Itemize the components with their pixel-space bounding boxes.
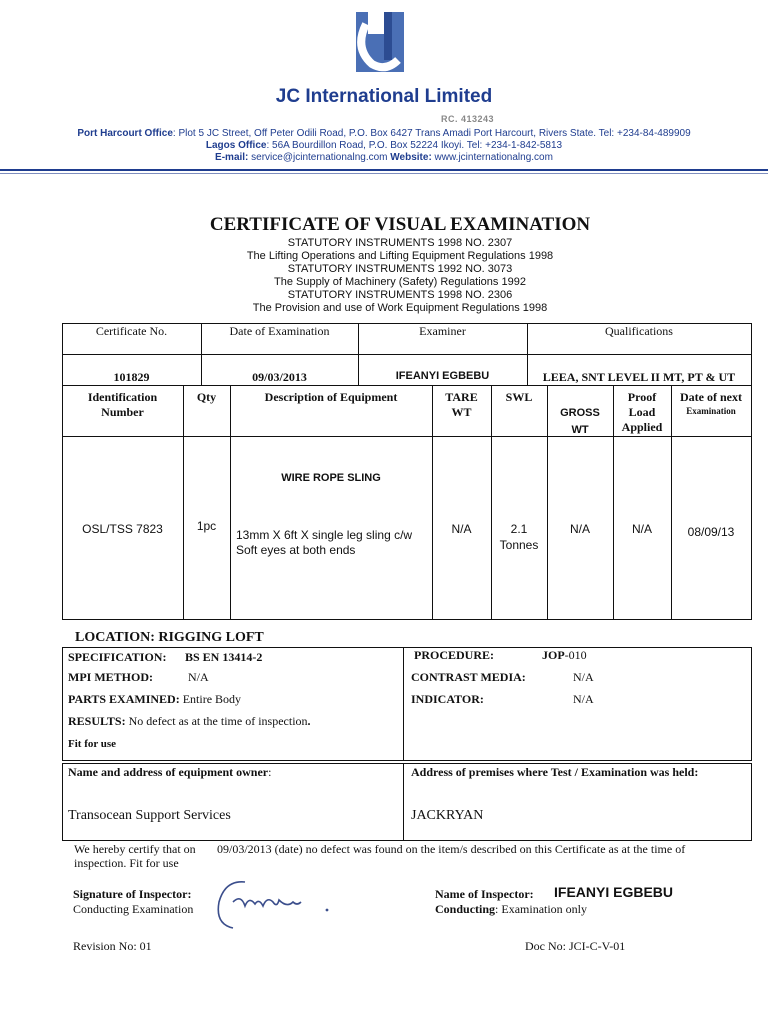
header-identification-number: Identification Number — [87, 390, 158, 419]
statute-line: STATUTORY INSTRUMENTS 1998 NO. 2307 — [287, 237, 513, 249]
certify-text-c: inspection. Fit for use — [74, 856, 179, 870]
inspector-signature — [205, 872, 345, 942]
conducting: Conducting: Examination only — [435, 902, 588, 916]
statute-line: STATUTORY INSTRUMENTS 1992 NO. 3073 — [287, 263, 513, 275]
date-of-next-examination-value: 08/09/13 — [687, 525, 735, 539]
company-rc: RC. 413243 — [441, 114, 495, 124]
company-name: JC International Limited — [275, 86, 493, 107]
specification-label: SPECIFICATION: — [68, 650, 167, 664]
procedure-label: PROCEDURE: — [414, 648, 494, 662]
location: LOCATION: RIGGING LOFT — [75, 630, 264, 645]
port-harcourt-address: Port Harcourt Office: Plot 5 JC Street, Off Peter Odili Road, P.O. Box 6427 Trans Amadi Port Harcourt, Rivers State. Tel: +234-84-489909 — [77, 128, 691, 139]
lagos-address: Lagos Office: 56A Bourdillon Road, P.O. Box 52224 Ikoyi. Tel: +234-1-842-5813 — [205, 140, 563, 151]
header-certificate-no: Certificate No. — [95, 324, 168, 338]
header-date-of-examination: Date of Examination — [229, 324, 330, 338]
revision-number: Revision No: 01 — [73, 939, 152, 953]
header-description: Description of Equipment — [264, 390, 398, 404]
header-gross-wt: GROSS WT — [560, 407, 600, 436]
certify-text-a: We hereby certify that on — [74, 842, 196, 856]
signature-label: Signature of Inspector: — [73, 887, 192, 901]
description-text: 13mm X 6ft X single leg sling c/w Soft eyes at both ends — [236, 528, 413, 557]
description-title: WIRE ROPE SLING — [281, 472, 381, 484]
swl-value: 2.1 Tonnes — [499, 522, 539, 552]
statute-line: The Provision and use of Work Equipment Regulations 1998 — [252, 302, 548, 314]
qualifications-value: LEEA, SNT LEVEL II MT, PT & UT — [542, 370, 736, 384]
contact-line: E-mail: service@jcinternationalng.com Website: www.jcinternationalng.com — [215, 152, 553, 163]
specification-value: BS EN 13414-2 — [185, 650, 263, 664]
indicator-label: INDICATOR: — [411, 692, 484, 706]
mpi-method-value: N/A — [188, 670, 209, 684]
tare-wt-value: N/A — [451, 522, 472, 536]
name-of-inspector-label: Name of Inspector: — [435, 887, 534, 901]
header-date-of-next-examination: Date of next Examination — [680, 390, 742, 416]
header-qty: Qty — [196, 390, 217, 404]
certificate-no-value: 101829 — [113, 370, 150, 384]
company-logo — [346, 10, 414, 80]
identification-number-value: OSL/TSS 7823 — [82, 522, 163, 536]
owner-value: Transocean Support Services — [68, 808, 231, 823]
qty-value: 1pc — [196, 519, 217, 533]
contrast-media-label: CONTRAST MEDIA: — [411, 670, 526, 684]
owner-label: Name and address of equipment owner: — [68, 765, 272, 779]
proof-load-value: N/A — [631, 522, 652, 536]
gross-wt-value: N/A — [569, 522, 590, 536]
header-proof-load-applied: Proof Load Applied — [621, 390, 663, 434]
examiner-value: IFEANYI EGBEBU — [395, 370, 490, 382]
mpi-method-label: MPI METHOD: — [68, 670, 153, 684]
certify-text-b: 09/03/2013 (date) no defect was found on the item/s described on this Certificate as at the time of — [217, 842, 686, 856]
contrast-media-value: N/A — [573, 670, 594, 684]
statute-line: STATUTORY INSTRUMENTS 1998 NO. 2306 — [287, 289, 513, 301]
premises-value: JACKRYAN — [411, 808, 484, 823]
premises-label: Address of premises where Test / Examination was held: — [411, 765, 699, 779]
document-number: Doc No: JCI-C-V-01 — [525, 939, 626, 953]
indicator-value: N/A — [573, 692, 594, 706]
parts-examined: PARTS EXAMINED: Entire Body — [68, 692, 242, 706]
header-rule — [0, 169, 768, 171]
fit-for-use: Fit for use — [68, 738, 117, 750]
header-qualifications: Qualifications — [605, 324, 673, 338]
header-tare-wt: TARE WT — [445, 390, 478, 419]
header-examiner: Examiner — [419, 324, 466, 338]
date-of-examination-value: 09/03/2013 — [252, 370, 307, 384]
procedure-value: JOP-010 — [542, 648, 587, 662]
name-of-inspector-value: IFEANYI EGBEBU — [554, 884, 674, 900]
statute-line: The Supply of Machinery (Safety) Regulations 1992 — [274, 276, 526, 288]
header-rule-thin — [0, 173, 768, 174]
results: RESULTS: No defect as at the time of inspection. — [68, 714, 311, 728]
header-swl: SWL — [505, 390, 533, 404]
statute-line: The Lifting Operations and Lifting Equipment Regulations 1998 — [246, 250, 554, 262]
signature-sub: Conducting Examination — [73, 902, 194, 916]
certificate-title: CERTIFICATE OF VISUAL EXAMINATION — [209, 214, 591, 235]
